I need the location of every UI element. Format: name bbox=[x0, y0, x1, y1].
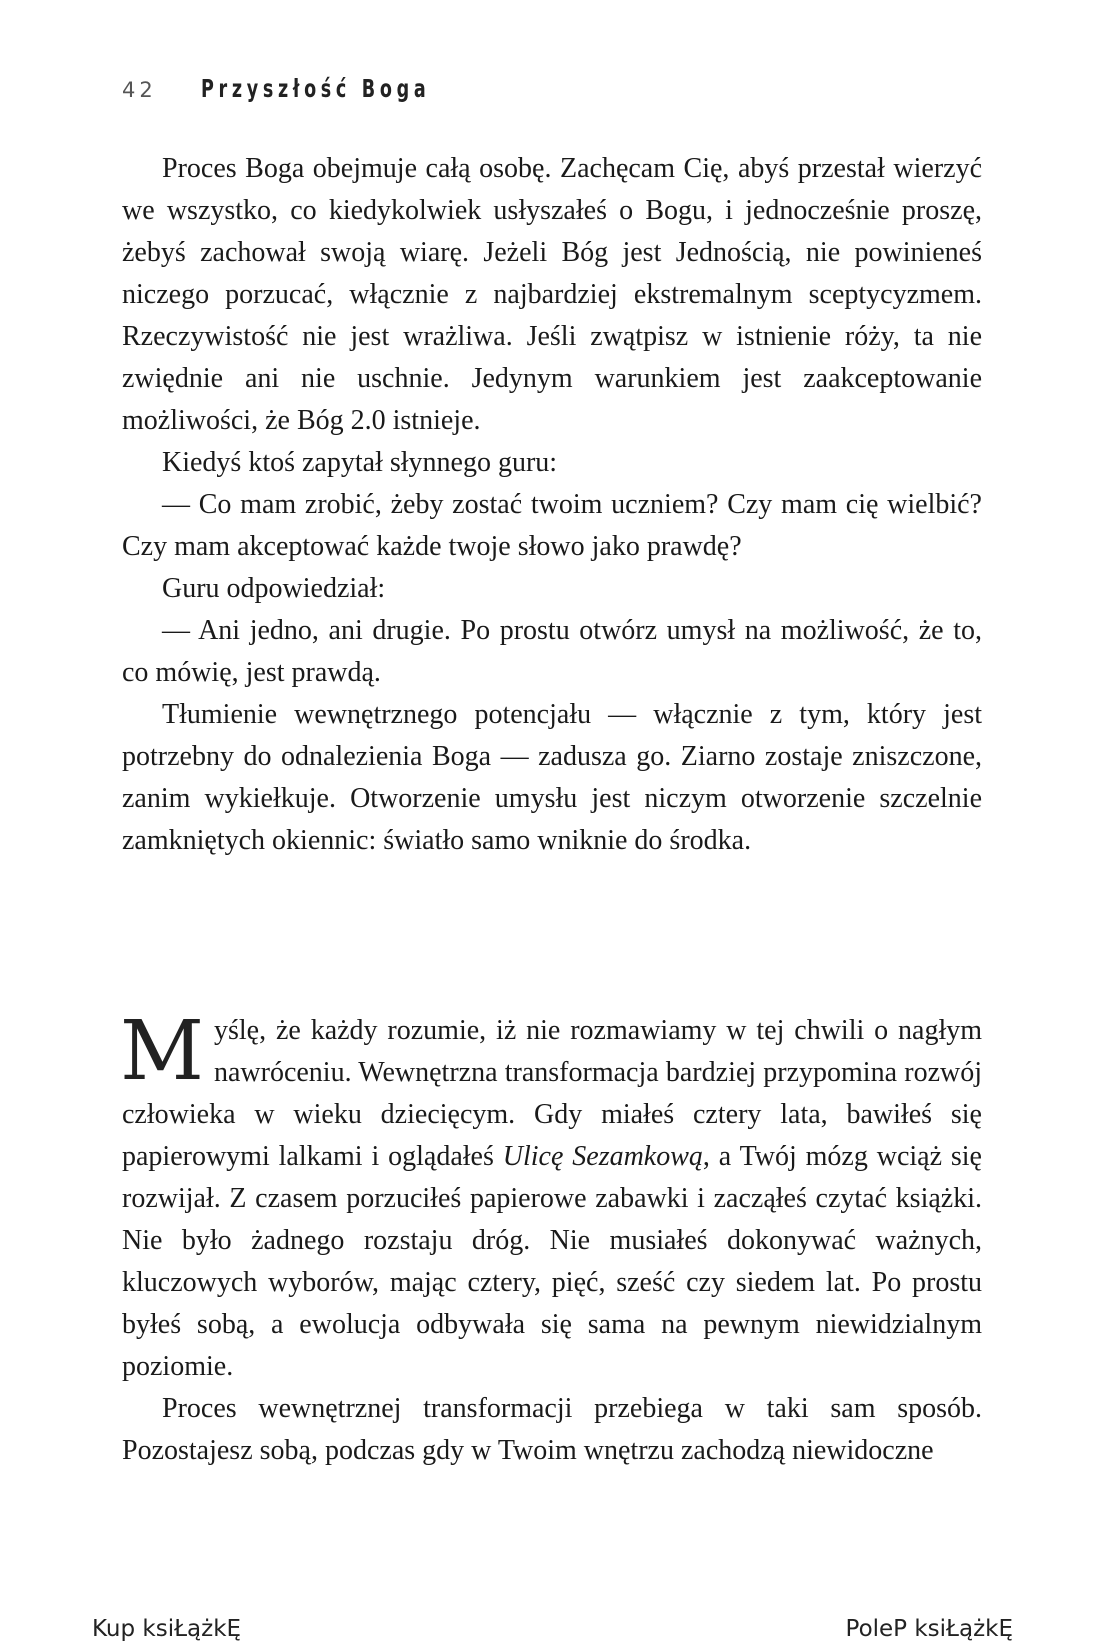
paragraph: Proces wewnętrznej transformacji przebiega w taki sam sposób. Pozostajesz sobą, podczas gdy w Twoim wnętrzu zachodzą niewidoczne bbox=[122, 1393, 982, 1466]
running-title: Przyszłość Boga bbox=[200, 74, 431, 103]
paragraph: Guru odpowiedział: bbox=[162, 573, 386, 604]
italic-title: Ulicę Sezamkową bbox=[502, 1141, 703, 1172]
text-run: yślę, że każdy rozumie, iż nie rozmawiamy w tej chwili o nagłym nawróceniu. Wewnętrzna transformacja bardziej przypomina rozwój człowieka w wieku dziecięcym. Gdy miałeś cztery lata, bawiłeś się papierowymi lalkami i oglądałeś bbox=[122, 1015, 982, 1172]
section-1-text bbox=[122, 148, 982, 862]
dialogue-line: — Ani jedno, ani drugie. Po prostu otwórz umysł na możliwość, że to, co mówię, jest prawdą. bbox=[122, 615, 982, 688]
section-2-text bbox=[120, 1004, 982, 1472]
paragraph: Kiedyś ktoś zapytał słynnego guru: bbox=[162, 447, 558, 478]
drop-cap: M bbox=[120, 1004, 204, 1099]
text-run: , a Twój mózg wciąż się rozwijał. Z czasem porzuciłeś papierowe zabawki i zacząłeś czytać książki. Nie było żadnego rozstaju dróg. Nie musiałeś dokonywać ważnych, kluczowych wyborów, mając cztery, pięć, sześć czy siedem lat. Po prostu byłeś sobą, a ewolucja odbywała się sama na pewnym niewidzialnym poziomie. bbox=[122, 1141, 982, 1382]
paragraph-with-dropcap bbox=[120, 1004, 982, 1388]
paragraph: Proces Boga obejmuje całą osobę. Zachęcam Cię, abyś przestał wierzyć we wszystko, co kiedykolwiek usłyszałeś o Bogu, i jednocześnie proszę, żebyś zachował swoją wiarę. Jeżeli Bóg jest Jednością, nie powinieneś niczego porzucać, włącznie z najbardziej ekstremalnym sceptycyzmem. Rzeczywistość nie jest wrażliwa. Jeśli zwątpisz w istnienie róży, ta nie zwiędnie ani nie uschnie. Jedynym warunkiem jest zaakceptowanie możliwości, że Bóg 2.0 istnieje. bbox=[122, 153, 982, 436]
paragraph: Tłumienie wewnętrznego potencjału — włącznie z tym, który jest potrzebny do odnalezienia Boga — zadusza go. Ziarno zostaje zniszczone, zanim wykiełkuje. Otworzenie umysłu jest niczym otworzenie szczelnie zamkniętych okiennic: światło samo wniknie do środka. bbox=[122, 699, 982, 856]
recommend-book-link[interactable]: PoleP ksiŁążkĘ bbox=[845, 1616, 1013, 1642]
page-header bbox=[122, 74, 495, 114]
dialogue-line: — Co mam zrobić, żeby zostać twoim uczniem? Czy mam cię wielbić? Czy mam akceptować każde twoje słowo jako prawdę? bbox=[122, 489, 982, 562]
buy-book-link[interactable]: Kup ksiŁążkĘ bbox=[92, 1616, 242, 1642]
page-number: 42 bbox=[122, 78, 157, 102]
